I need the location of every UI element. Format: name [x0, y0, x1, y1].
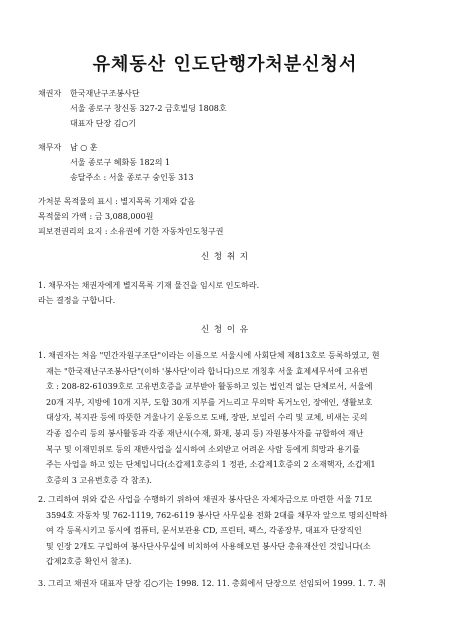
- reasons-heading: 신 청 이 유: [201, 325, 249, 335]
- creditor-name: 한국재난구조봉사단: [70, 89, 140, 98]
- reason-2-line: 2. 그리하여 위와 같은 사업을 수행하기 위하여 채권자 봉사단은 자체자금으로 마련한 서울 71모: [38, 495, 373, 504]
- debtor-name: 남 ○ 훈: [70, 143, 98, 152]
- reason-1-line: 복구 및 이재민위로 등의 재반사업을 실시하여 소외받고 어려운 사람 등에게 희망과 용기를: [46, 444, 360, 454]
- debtor-address: 서울 종로구 혜화동 182의 1: [70, 158, 171, 167]
- target-description: 가처분 목적물의 표시 : 별지목록 기재와 같음: [38, 197, 196, 206]
- debtor-label: 채무자: [38, 143, 62, 152]
- reason-2-line: 여 각 등록시키고 동시에 컴퓨터, 문서보관용 CD, 프린터, 팩스, 각종장부, 대표자 단장직인: [46, 526, 362, 536]
- reason-2-line: 3594호 자동차 및 762-1119, 762-6119 봉사단 사무실용 전화 2대를 채무자 앞으로 명의신탁하: [46, 510, 388, 520]
- reason-2-line: 갑제2호증 확인서 참조).: [46, 557, 132, 567]
- purpose-line-2: 라는 결정을 구합니다.: [38, 296, 116, 305]
- reason-1-line: 20개 지부, 지방에 10개 지부, 도합 30개 지부를 거느리고 무의탁 독거노인, 장애인, 생활보호: [46, 397, 373, 407]
- purpose-line-1: 1. 채무자는 채권자에게 별지목록 기재 물건을 임시로 인도하라.: [38, 281, 260, 290]
- reason-1-line: 주는 사업을 하고 있는 단체입니다(소갑제1호증의 1 정관, 소갑제1호증의 2 소재핵자, 소갑제1: [46, 460, 376, 470]
- reason-1-line: 각종 집수리 등의 봉사활동과 각종 재난시(수재, 화재, 붕괴 등) 자원봉사자를 규합하여 재난: [46, 428, 364, 438]
- reason-1-line: 재는 "한국재난구조봉사단"(이하 '봉사단'이라 합니다)으로 개칭후 서울 효제세무서에 고유번: [46, 366, 368, 376]
- document-title: 유체동산 인도단행가처분신청서: [92, 54, 358, 75]
- reason-1-line: 1. 채권자는 처음 "민간자원구조단"이라는 이름으로 서울시에 사회단체 제813호로 등록하였고, 현: [38, 351, 380, 360]
- reason-paragraph-1: [38, 348, 420, 488]
- creditor-representative: 대표자 단장 김○기: [70, 119, 137, 128]
- preserved-right-summary: 피보전권리의 요지 : 소유권에 기한 자동차인도청구권: [38, 227, 224, 236]
- reason-3-line: 3. 그리고 채권자 대표자 단장 김○기는 1998. 12. 11. 총회에서 단장으로 선임되어 1999. 1. 7. 취: [38, 579, 386, 588]
- reason-1-line: 호 : 208-82-61039호로 고유번호증을 교부받아 활동하고 있는 법인격 없는 단체로서, 서울에: [46, 382, 373, 392]
- purpose-heading: 신 청 취 지: [201, 252, 249, 262]
- reason-paragraph-2: [38, 492, 420, 570]
- creditor-label: 채권자: [38, 89, 62, 98]
- reason-1-line: 대상자, 복지관 등에 따뜻한 겨울나기 운동으로 도배, 장판, 보일러 수리 및 교체, 비새는 곳의: [46, 413, 368, 423]
- debtor-service-address: 송달주소 : 서울 종로구 숭인동 313: [70, 173, 194, 182]
- reason-paragraph-3: [38, 576, 420, 592]
- creditor-address: 서울 종로구 창신동 327-2 금호빌딩 1808호: [70, 104, 227, 113]
- reason-1-line: 호증의 3 고유번호증 각 참조).: [46, 475, 152, 485]
- target-value: 목적물의 가액 : 금 3,088,000원: [38, 212, 154, 221]
- reason-2-line: 및 인장 2개도 구입하여 봉사단사무실에 비치하여 사용해오던 봉사단 총유재산인 것입니다(소: [46, 541, 371, 551]
